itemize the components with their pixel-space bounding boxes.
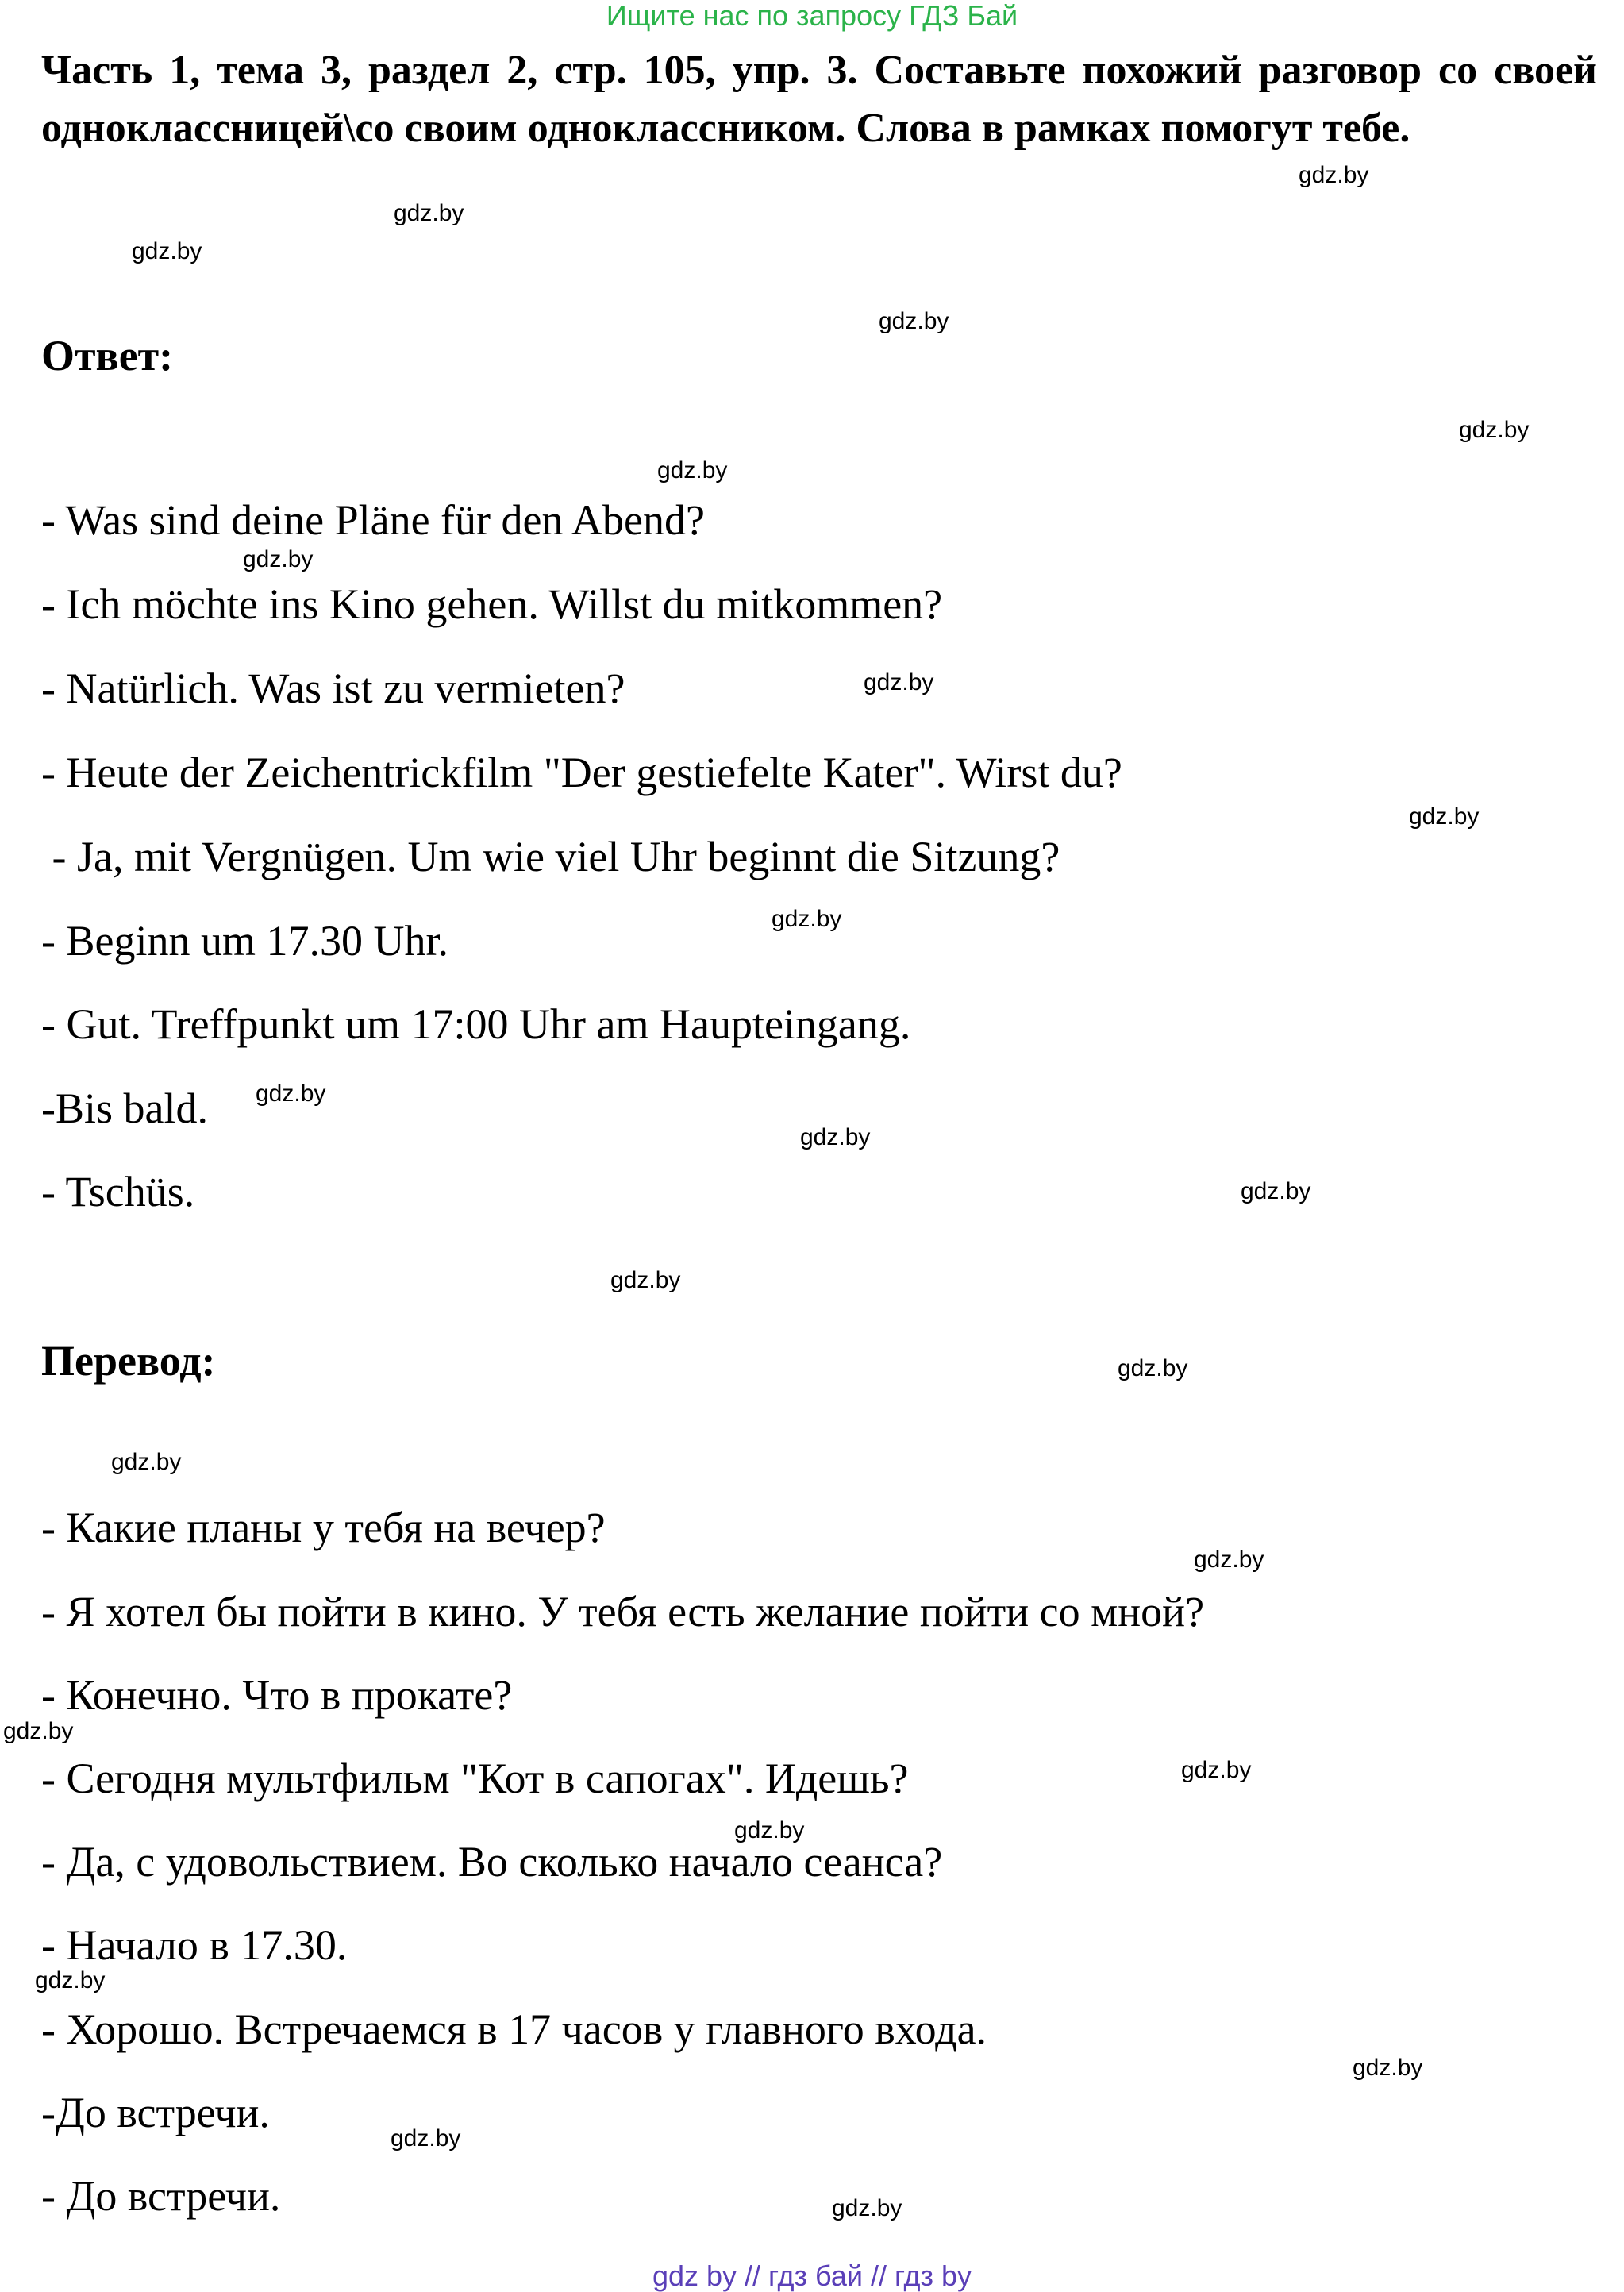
translation-line-5: - Да, с удовольствием. Во сколько начало сеанса? [41,1838,943,1886]
watermark: gdz.by [394,200,464,226]
watermark: gdz.by [35,1967,106,1993]
translation-heading: Перевод: [41,1337,216,1385]
answer-line-5: - Ja, mit Vergnügen. Um wie viel Uhr beginnt die Sitzung? [41,833,1060,880]
watermark: gdz.by [1118,1355,1188,1381]
watermark: gdz.by [1409,803,1480,830]
watermark: gdz.by [1194,1547,1264,1573]
translation-line-4: - Сегодня мультфильм "Кот в сапогах". Идешь? [41,1755,909,1802]
watermark: gdz.by [243,546,314,572]
answer-line-6: - Beginn um 17.30 Uhr. [41,917,448,965]
watermark: gdz.by [657,457,728,483]
translation-line-9: - До встречи. [41,2172,281,2220]
watermark: gdz.by [391,2125,461,2151]
translation-line-1: - Какие планы у тебя на вечер? [41,1504,606,1551]
answer-line-9: - Tschüs. [41,1168,195,1215]
watermark: gdz.by [1241,1178,1311,1204]
answer-line-3: - Natürlich. Was ist zu vermieten? [41,664,625,712]
answer-heading: Ответ: [41,332,174,379]
answer-line-4: - Heute der Zeichentrickfilm "Der gestiefelte Kater". Wirst du? [41,749,1122,796]
watermark: gdz.by [772,906,842,932]
watermark: gdz.by [111,1449,182,1475]
watermark: gdz.by [132,238,202,264]
watermark: gdz.by [1459,417,1530,443]
watermark: gdz.by [864,669,934,695]
watermark: gdz.by [610,1267,681,1293]
watermark: gdz.by [800,1124,871,1150]
translation-line-8: -До встречи. [41,2089,270,2136]
top-banner[interactable]: Ищите нас по запросу ГДЗ Бай [606,0,1018,32]
translation-line-2: - Я хотел бы пойти в кино. У тебя есть желание пойти со мной? [41,1588,1205,1635]
watermark: gdz.by [879,308,949,334]
answer-line-8: -Bis bald. [41,1084,208,1132]
translation-line-3: - Конечно. Что в прокате? [41,1671,513,1719]
watermark: gdz.by [1353,2055,1423,2081]
watermark: gdz.by [734,1817,805,1843]
answer-line-7: - Gut. Treffpunkt um 17:00 Uhr am Haupteingang. [41,1000,911,1048]
translation-line-6: - Начало в 17.30. [41,1921,348,1969]
watermark: gdz.by [1181,1757,1252,1783]
watermark: gdz.by [256,1081,326,1107]
answer-line-2: - Ich möchte ins Kino gehen. Willst du mitkommen? [41,580,943,628]
task-title: Часть 1, тема 3, раздел 2, стр. 105, упр. 3. Составьте похожий разговор со своей одноклассницей\со своим одноклассником. Слова в рамках помогут тебе. [41,48,1597,151]
answer-line-1: - Was sind deine Pläne für den Abend? [41,496,705,544]
footer-links[interactable]: gdz by // гдз бай // гдз by [652,2259,972,2292]
translation-line-7: - Хорошо. Встречаемся в 17 часов у главного входа. [41,2005,987,2053]
watermark: gdz.by [3,1718,74,1744]
watermark: gdz.by [1299,162,1369,188]
watermark: gdz.by [832,2195,902,2221]
